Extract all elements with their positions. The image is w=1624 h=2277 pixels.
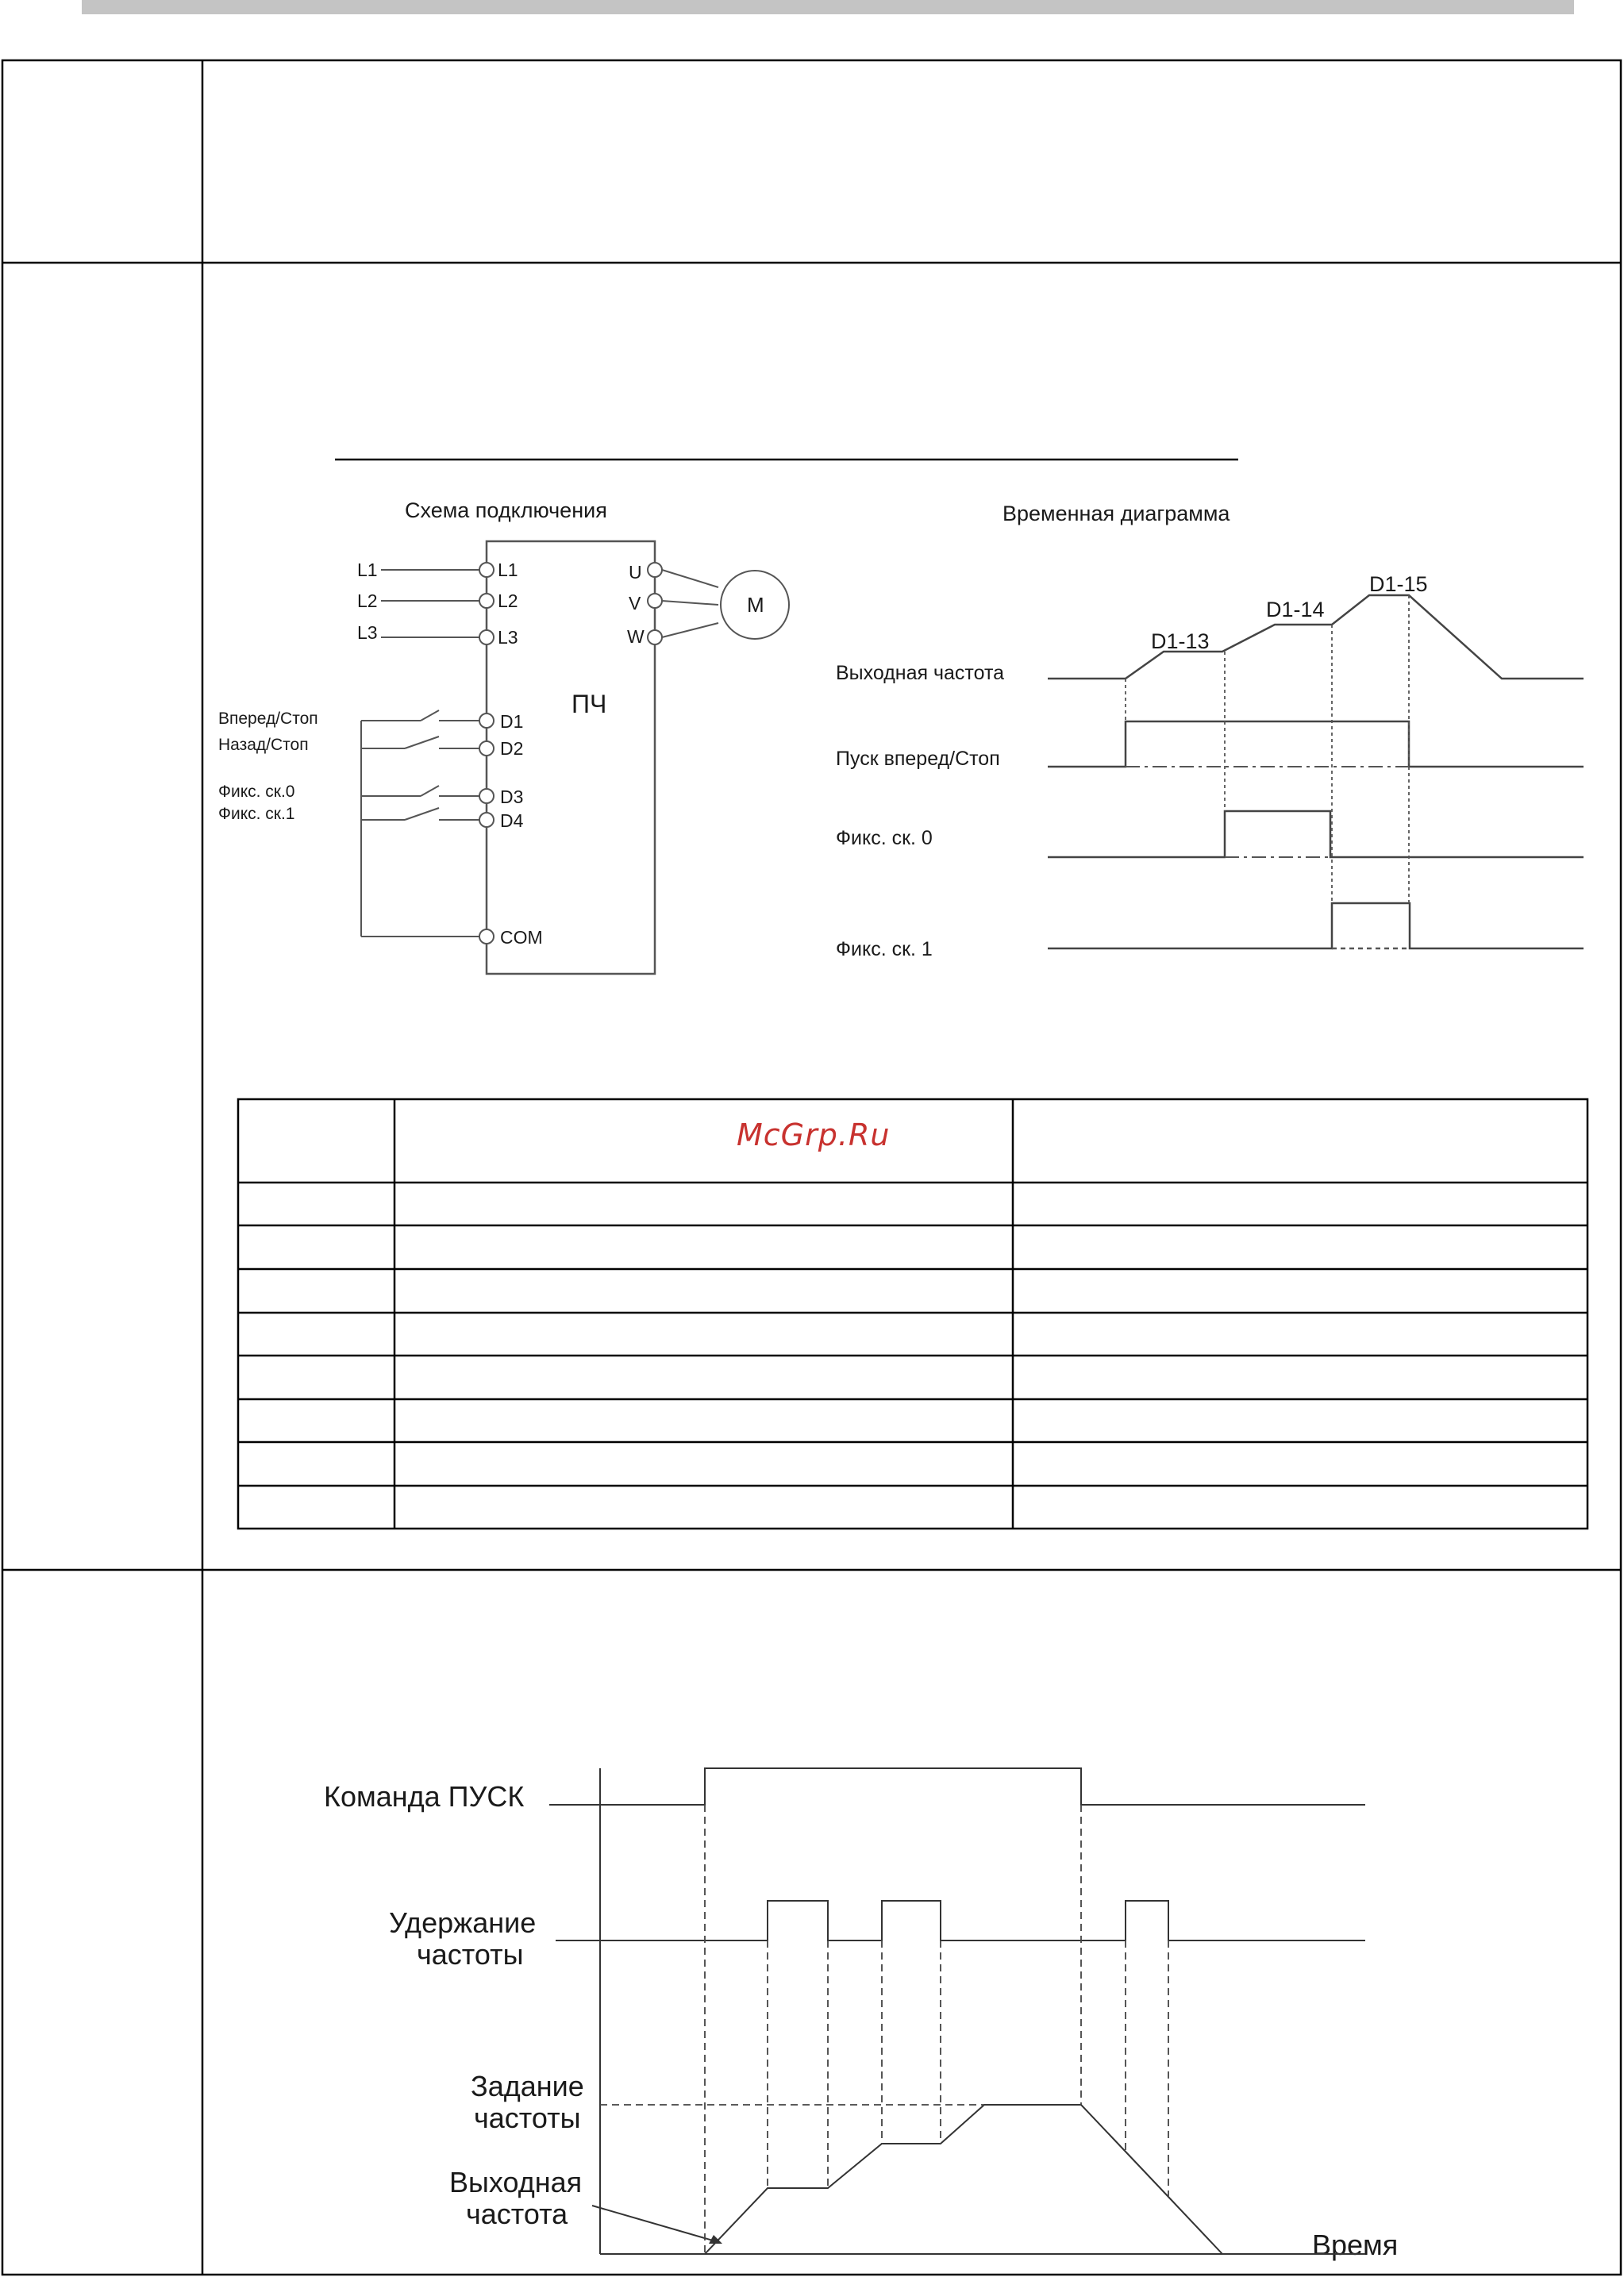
level-d1-14: D1-14 bbox=[1266, 598, 1325, 621]
signal-output-frequency: Выходная частота bbox=[836, 662, 1005, 684]
terminal-label-d1: D1 bbox=[500, 711, 524, 732]
wiring-diagram bbox=[218, 498, 789, 974]
motor-label: M bbox=[747, 593, 764, 617]
terminal-label-d2: D2 bbox=[500, 738, 524, 759]
label-hold-line2: частоты bbox=[417, 1938, 524, 1971]
timing-title: Временная диаграмма bbox=[1002, 502, 1230, 525]
terminal-label-l1: L1 bbox=[498, 560, 518, 580]
label-time: Время bbox=[1312, 2229, 1399, 2261]
trace-output-frequency-hold bbox=[705, 2105, 1222, 2254]
label-out-line2: частота bbox=[466, 2198, 568, 2230]
terminal-w bbox=[648, 630, 662, 644]
terminal-label-v: V bbox=[629, 593, 641, 613]
label-out-line1: Выходная bbox=[449, 2166, 583, 2198]
output-pointer-line bbox=[592, 2206, 718, 2242]
trace-preset0 bbox=[1048, 811, 1584, 857]
input-label-forward: Вперед/Стоп bbox=[218, 710, 318, 728]
terminal-v bbox=[648, 594, 662, 608]
power-input-l3: L3 bbox=[357, 622, 378, 643]
level-d1-15: D1-15 bbox=[1369, 572, 1428, 596]
terminal-label-com: COM bbox=[500, 927, 543, 948]
signal-preset1: Фикс. ск. 1 bbox=[836, 938, 933, 960]
terminal-label-d3: D3 bbox=[500, 787, 524, 807]
trace-forward-run bbox=[1048, 721, 1584, 767]
input-label-preset0: Фикс. ск.0 bbox=[218, 783, 295, 801]
input-label-reverse: Назад/Стоп bbox=[218, 736, 309, 754]
terminal-label-w: W bbox=[627, 626, 645, 647]
terminal-label-d4: D4 bbox=[500, 810, 524, 831]
terminal-label-l2: L2 bbox=[498, 590, 518, 611]
terminal-label-u: U bbox=[629, 562, 642, 583]
drive-label: ПЧ bbox=[571, 690, 607, 718]
trace-preset1 bbox=[1048, 903, 1584, 948]
label-ref-line2: частоты bbox=[474, 2102, 581, 2134]
timing-diagram bbox=[836, 502, 1584, 960]
terminal-l3 bbox=[479, 630, 494, 644]
input-label-preset1: Фикс. ск.1 bbox=[218, 805, 295, 823]
trace-hold bbox=[556, 1901, 1365, 1940]
watermark: McGrp.Ru bbox=[737, 1117, 891, 1152]
wiring-title: Схема подключения bbox=[405, 498, 607, 522]
trace-run-command bbox=[549, 1768, 1365, 1805]
terminal-d3 bbox=[479, 789, 494, 803]
hold-diagram bbox=[324, 1768, 1398, 2261]
label-hold-line1: Удержание bbox=[389, 1906, 537, 1939]
label-run-command: Команда ПУСК bbox=[324, 1780, 525, 1813]
terminal-u bbox=[648, 563, 662, 577]
terminal-com bbox=[479, 929, 494, 944]
terminal-d2 bbox=[479, 741, 494, 756]
terminal-l1 bbox=[479, 563, 494, 577]
terminal-d1 bbox=[479, 713, 494, 728]
level-d1-13: D1-13 bbox=[1151, 629, 1210, 653]
signal-preset0: Фикс. ск. 0 bbox=[836, 827, 933, 849]
parameter-table bbox=[238, 1099, 1587, 1529]
power-input-l1: L1 bbox=[357, 560, 378, 580]
signal-forward-run: Пуск вперед/Стоп bbox=[836, 748, 1000, 770]
page-frame bbox=[2, 60, 1621, 2275]
power-input-l2: L2 bbox=[357, 590, 378, 611]
terminal-d4 bbox=[479, 813, 494, 827]
label-ref-line1: Задание bbox=[471, 2070, 584, 2102]
terminal-label-l3: L3 bbox=[498, 627, 518, 648]
terminal-l2 bbox=[479, 594, 494, 608]
